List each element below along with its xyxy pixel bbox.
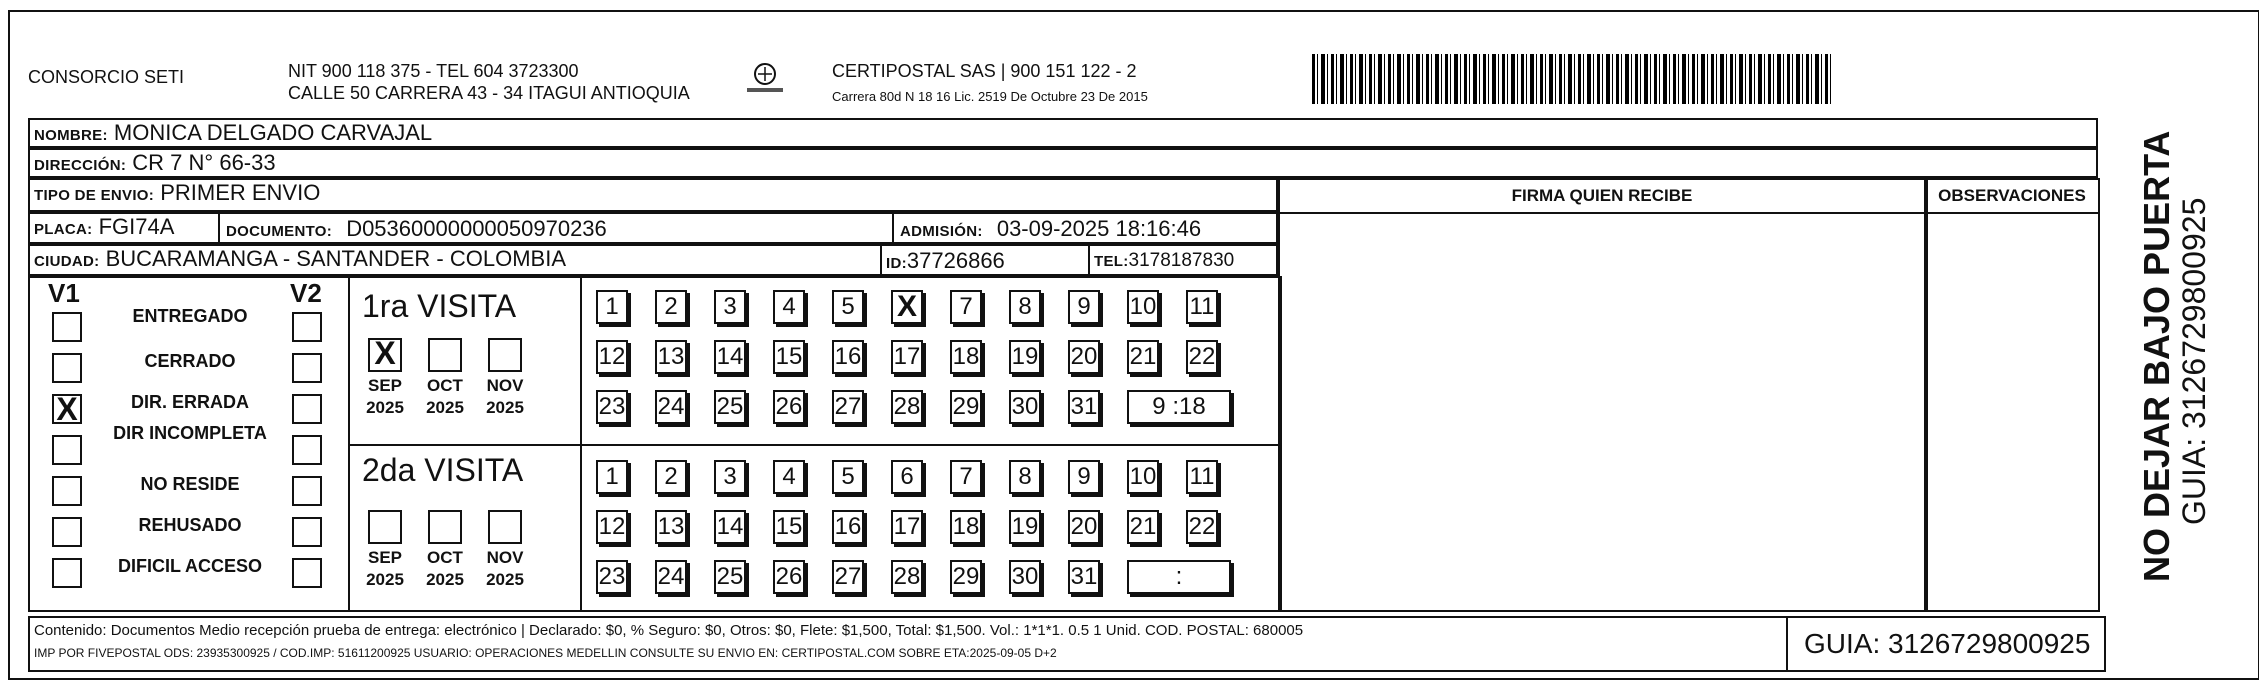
month-label: OCT: [427, 376, 463, 395]
time-box[interactable]: :: [1127, 560, 1231, 594]
tipo-label: TIPO DE ENVIO:: [34, 187, 155, 204]
day-19[interactable]: 19: [1009, 510, 1041, 544]
day-14[interactable]: 14: [714, 510, 746, 544]
day-30[interactable]: 30: [1009, 560, 1041, 594]
v2-checkbox[interactable]: [292, 353, 322, 383]
month-year: 2025: [486, 398, 524, 417]
direccion-label: DIRECCIÓN:: [34, 157, 127, 174]
day-6[interactable]: 6: [891, 460, 923, 494]
v1-checkbox[interactable]: [52, 558, 82, 588]
day-30[interactable]: 30: [1009, 390, 1041, 424]
day-27[interactable]: 27: [832, 560, 864, 594]
day-20[interactable]: 20: [1068, 340, 1100, 374]
v1-header: V1: [48, 278, 80, 308]
side-guia: GUIA: 3126729800925: [2176, 197, 2212, 525]
day-1[interactable]: 1: [596, 290, 628, 324]
v2-checkbox[interactable]: [292, 476, 322, 506]
admision-value: 03-09-2025 18:16:46: [996, 216, 1202, 241]
firma-header: FIRMA QUIEN RECIBE: [1511, 186, 1693, 205]
placa-value: FGI74A: [98, 214, 175, 239]
day-26[interactable]: 26: [773, 390, 805, 424]
side-warning: NO DEJAR BAJO PUERTA: [2136, 130, 2177, 582]
day-23[interactable]: 23: [596, 560, 628, 594]
ciudad-row: [28, 244, 1278, 276]
day-25[interactable]: 25: [714, 390, 746, 424]
status-label: DIFICIL ACCESO: [117, 556, 262, 576]
v2-header: V2: [290, 278, 322, 308]
id-value: 37726866: [906, 248, 1005, 273]
observaciones-column: [1924, 178, 2100, 612]
ciudad-label: CIUDAD:: [34, 253, 100, 270]
status-label: DIR. ERRADA: [130, 392, 249, 412]
id-label: ID:: [886, 255, 907, 272]
day-27[interactable]: 27: [832, 390, 864, 424]
day-3[interactable]: 3: [714, 290, 746, 324]
tipo-row: [28, 178, 1278, 212]
day-8[interactable]: 8: [1009, 290, 1041, 324]
day-29[interactable]: 29: [950, 390, 982, 424]
v2-checkbox[interactable]: [292, 558, 322, 588]
day-18[interactable]: 18: [950, 340, 982, 374]
day-15[interactable]: 15: [773, 510, 805, 544]
month-label: NOV: [486, 376, 524, 395]
nombre-label: NOMBRE:: [34, 127, 108, 144]
day-12[interactable]: 12: [596, 510, 628, 544]
observaciones-header: OBSERVACIONES: [1938, 186, 2086, 205]
day-6[interactable]: X: [891, 290, 923, 324]
day-17[interactable]: 17: [891, 510, 923, 544]
ciudad-value: BUCARAMANGA - SANTANDER - COLOMBIA: [105, 246, 566, 271]
status-label: ENTREGADO: [132, 306, 248, 326]
placa-label: PLACA:: [34, 221, 93, 238]
status-label: CERRADO: [144, 351, 236, 371]
firma-column: [1278, 178, 1928, 612]
month-label: NOV: [486, 548, 524, 567]
address-line: CALLE 50 CARRERA 43 - 34 ITAGUI ANTIOQUIA: [288, 83, 690, 103]
day-5[interactable]: 5: [832, 460, 864, 494]
direccion-row: [28, 148, 2098, 178]
day-24[interactable]: 24: [655, 560, 687, 594]
nit-line: NIT 900 118 375 - TEL 604 3723300: [288, 61, 579, 81]
day-10[interactable]: 10: [1127, 460, 1159, 494]
month-label: SEP: [367, 376, 403, 395]
day-16[interactable]: 16: [832, 340, 864, 374]
day-18[interactable]: 18: [950, 510, 982, 544]
day-28[interactable]: 28: [891, 390, 923, 424]
company-name: CONSORCIO SETI: [28, 67, 185, 87]
tel-value: 3178187830: [1128, 250, 1235, 271]
day-16[interactable]: 16: [832, 510, 864, 544]
day-19[interactable]: 19: [1009, 340, 1041, 374]
time-box[interactable]: 9 :18: [1127, 390, 1231, 424]
day-20[interactable]: 20: [1068, 510, 1100, 544]
certipostal-logo-icon: [745, 62, 785, 96]
month-year: 2025: [426, 398, 464, 417]
status-label: NO RESIDE: [140, 474, 240, 494]
month-year: 2025: [426, 570, 464, 589]
day-10[interactable]: 10: [1127, 290, 1159, 324]
day-9[interactable]: 9: [1068, 460, 1100, 494]
day-26[interactable]: 26: [773, 560, 805, 594]
v1-checkbox[interactable]: [52, 312, 82, 342]
day-7[interactable]: 7: [950, 290, 982, 324]
day-31[interactable]: 31: [1068, 560, 1100, 594]
day-15[interactable]: 15: [773, 340, 805, 374]
month-checkbox[interactable]: [488, 510, 522, 544]
v2-checkbox[interactable]: [292, 394, 322, 424]
day-5[interactable]: 5: [832, 290, 864, 324]
day-8[interactable]: 8: [1009, 460, 1041, 494]
footer-guia: GUIA: 3126729800925: [1804, 628, 2091, 659]
day-25[interactable]: 25: [714, 560, 746, 594]
status-label: DIR INCOMPLETA: [113, 423, 267, 443]
v2-checkbox[interactable]: [292, 435, 322, 465]
month-label: SEP: [367, 548, 403, 567]
footer-content: Contenido: Documentos Medio recepción prueba de entrega: electrónico | Declarado: $0, % Seguro: $0, Otros: $0, Flete: $1,500, Total: $1,500. Vol.: 1*1*1. 0.5 1 Unid. COD. POSTAL: 680005: [34, 622, 1304, 639]
admision-label: ADMISIÓN:: [900, 223, 983, 240]
barcode: [1312, 54, 1834, 104]
nombre-row: [28, 118, 2098, 148]
day-2[interactable]: 2: [655, 290, 687, 324]
documento-label: DOCUMENTO:: [226, 223, 333, 240]
license-line: Carrera 80d N 18 16 Lic. 2519 De Octubre 23 De 2015: [832, 89, 1148, 104]
direccion-value: CR 7 N° 66-33: [132, 150, 276, 175]
visit1-title: 1ra VISITA: [362, 288, 517, 324]
month-year: 2025: [366, 398, 404, 417]
day-13[interactable]: 13: [655, 510, 687, 544]
day-23[interactable]: 23: [596, 390, 628, 424]
day-17[interactable]: 17: [891, 340, 923, 374]
day-28[interactable]: 28: [891, 560, 923, 594]
day-2[interactable]: 2: [655, 460, 687, 494]
day-11[interactable]: 11: [1186, 460, 1218, 494]
v1-checkbox[interactable]: X: [52, 394, 82, 424]
day-21[interactable]: 21: [1127, 340, 1159, 374]
day-31[interactable]: 31: [1068, 390, 1100, 424]
v2-checkbox[interactable]: [292, 517, 322, 547]
day-1[interactable]: 1: [596, 460, 628, 494]
day-7[interactable]: 7: [950, 460, 982, 494]
month-checkbox[interactable]: [428, 338, 462, 372]
month-checkbox[interactable]: [428, 510, 462, 544]
day-4[interactable]: 4: [773, 290, 805, 324]
day-3[interactable]: 3: [714, 460, 746, 494]
footer-print-info: IMP POR FIVEPOSTAL ODS: 23935300925 / COD.IMP: 51611200925 USUARIO: OPERACIONES MEDELLIN CONSULTE SU ENVIO EN: CERTIPOSTAL.COM SOBRE ETA:2025-09-05 D+2: [34, 646, 1057, 660]
month-checkbox[interactable]: [488, 338, 522, 372]
v1-checkbox[interactable]: [52, 476, 82, 506]
day-13[interactable]: 13: [655, 340, 687, 374]
carrier-line: CERTIPOSTAL SAS | 900 151 122 - 2: [832, 61, 1137, 81]
month-checkbox[interactable]: X: [368, 338, 402, 372]
tel-label: TEL:: [1094, 253, 1129, 270]
day-21[interactable]: 21: [1127, 510, 1159, 544]
month-year: 2025: [366, 570, 404, 589]
documento-value: D05360000000050970236: [346, 216, 607, 241]
visit2-title: 2da VISITA: [362, 452, 524, 488]
v1-checkbox[interactable]: [52, 353, 82, 383]
tipo-value: PRIMER ENVIO: [160, 180, 321, 205]
day-14[interactable]: 14: [714, 340, 746, 374]
v1-checkbox[interactable]: [52, 517, 82, 547]
day-22[interactable]: 22: [1186, 510, 1218, 544]
day-4[interactable]: 4: [773, 460, 805, 494]
day-12[interactable]: 12: [596, 340, 628, 374]
day-11[interactable]: 11: [1186, 290, 1218, 324]
month-year: 2025: [486, 570, 524, 589]
day-24[interactable]: 24: [655, 390, 687, 424]
status-label: REHUSADO: [138, 515, 242, 535]
day-9[interactable]: 9: [1068, 290, 1100, 324]
day-29[interactable]: 29: [950, 560, 982, 594]
month-label: OCT: [427, 548, 463, 567]
month-checkbox[interactable]: [368, 510, 402, 544]
v2-checkbox[interactable]: [292, 312, 322, 342]
nombre-value: MONICA DELGADO CARVAJAL: [113, 120, 433, 145]
day-22[interactable]: 22: [1186, 340, 1218, 374]
v1-checkbox[interactable]: [52, 435, 82, 465]
